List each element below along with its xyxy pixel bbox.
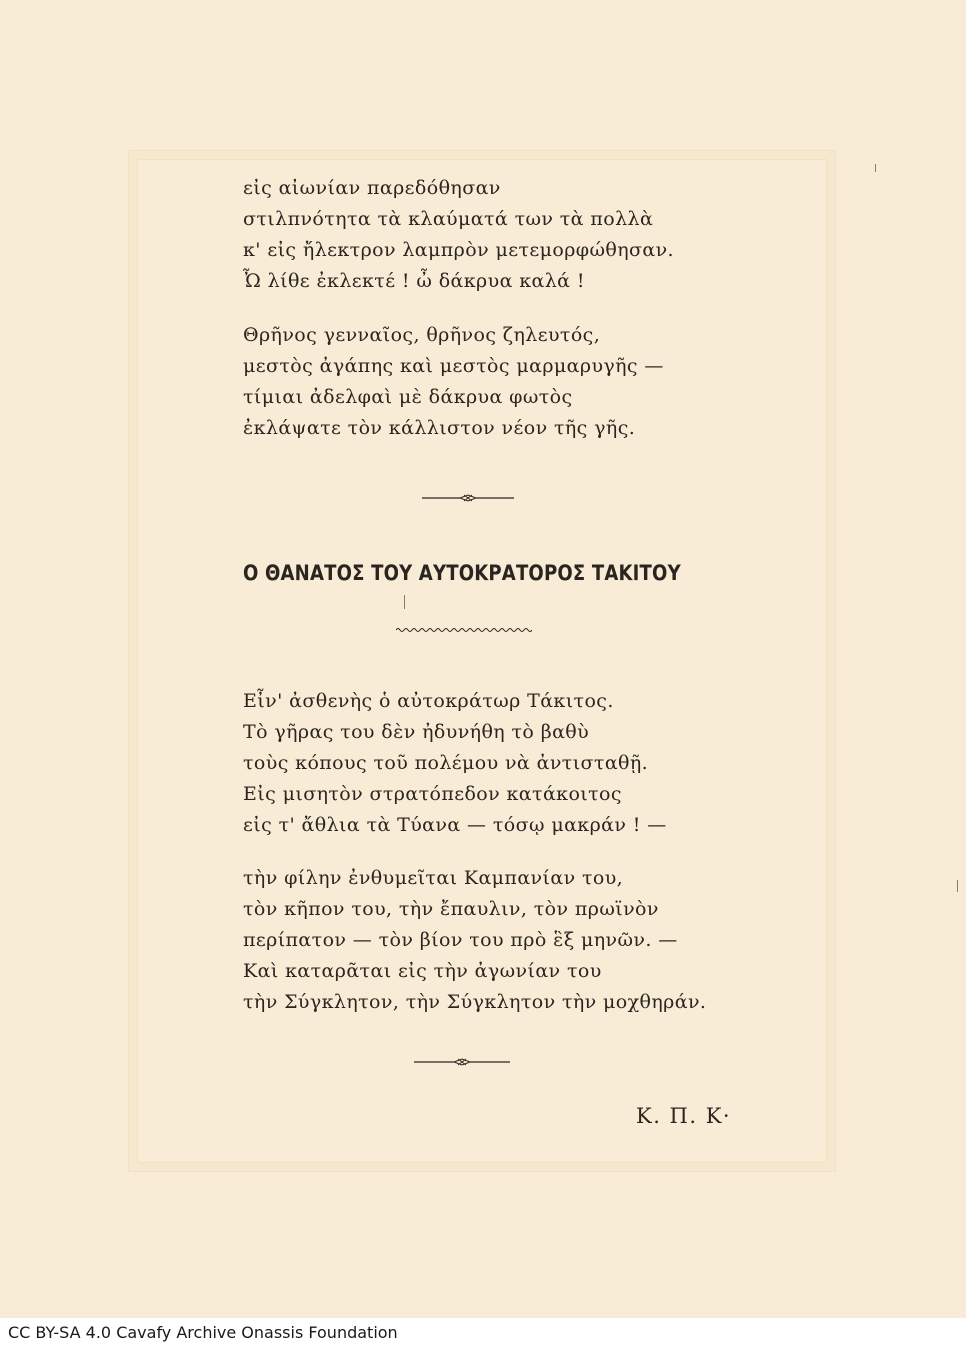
verse-line: στιλπνότητα τὰ κλαύματά των τὰ πολλὰ	[243, 208, 654, 230]
verse-line: εἰς τ' ἄθλια τὰ Τύανα — τόσῳ μακράν ! —	[243, 814, 667, 836]
verse-line: ἐκλάψατε τὸν κάλλιστον νέον τῆς γῆς.	[243, 417, 636, 439]
verse-line: Θρῆνος γενναῖος, θρῆνος ζηλευτός,	[243, 324, 601, 346]
page-frame	[128, 150, 836, 1172]
verse-line: κ' εἰς ἤλεκτρον λαμπρὸν μετεμορφώθησαν.	[243, 239, 674, 261]
star-dash-ornament-icon	[414, 1057, 510, 1067]
stanza-1	[243, 173, 674, 297]
author-signature: Κ. Π. Κ·	[636, 1104, 732, 1128]
verse-line: Καὶ καταρᾶται εἰς τὴν ἀγωνίαν του	[243, 960, 602, 982]
verse-line: τίμιαι ἀδελφαὶ μὲ δάκρυα φωτὸς	[243, 386, 573, 408]
poem-title: Ο ΘΑΝΑΤΟΣ ΤΟΥ ΑΥΤΟΚΡΑΤΟΡΟΣ ΤΑΚΙΤΟΥ	[243, 561, 681, 585]
verse-line: τοὺς κόπους τοῦ πολέμου νὰ ἀντισταθῇ.	[243, 752, 649, 774]
wavy-rule-ornament-icon	[396, 625, 532, 635]
verse-line: περίπατον — τὸν βίον του πρὸ ἓξ μηνῶν. —	[243, 929, 678, 951]
verse-line: Ὦ λίθε ἐκλεκτέ ! ὦ δάκρυα καλά !	[243, 270, 585, 292]
verse-line: τὸν κῆπον του, τὴν ἔπαυλιν, τὸν πρωϊνὸν	[243, 898, 659, 920]
verse-line: Τὸ γῆρας του δὲν ἠδυνήθη τὸ βαθὺ	[243, 721, 590, 743]
stanza-4	[243, 863, 706, 1018]
verse-line: Εἶν' ἀσθενὴς ὁ αὐτοκράτωρ Τάκιτος.	[243, 690, 614, 712]
star-dash-ornament-icon	[422, 493, 514, 503]
verse-line: εἰς αἰωνίαν παρεδόθησαν	[243, 177, 501, 199]
stanza-2	[243, 320, 664, 444]
stanza-3	[243, 686, 667, 841]
license-credit: CC BY-SA 4.0 Cavafy Archive Onassis Foundation	[8, 1323, 398, 1342]
pencil-mark	[875, 164, 876, 172]
pencil-mark	[957, 880, 958, 892]
verse-line: τὴν φίλην ἐνθυμεῖται Καμπανίαν του,	[243, 867, 624, 889]
verse-line: τὴν Σύγκλητον, τὴν Σύγκλητον τὴν μοχθηράν.	[243, 991, 707, 1013]
verse-line: Εἰς μισητὸν στρατόπεδον κατάκοιτος	[243, 783, 622, 805]
verse-line: μεστὸς ἀγάπης καὶ μεστὸς μαρμαρυγῆς —	[243, 355, 664, 377]
pencil-mark	[404, 595, 405, 609]
